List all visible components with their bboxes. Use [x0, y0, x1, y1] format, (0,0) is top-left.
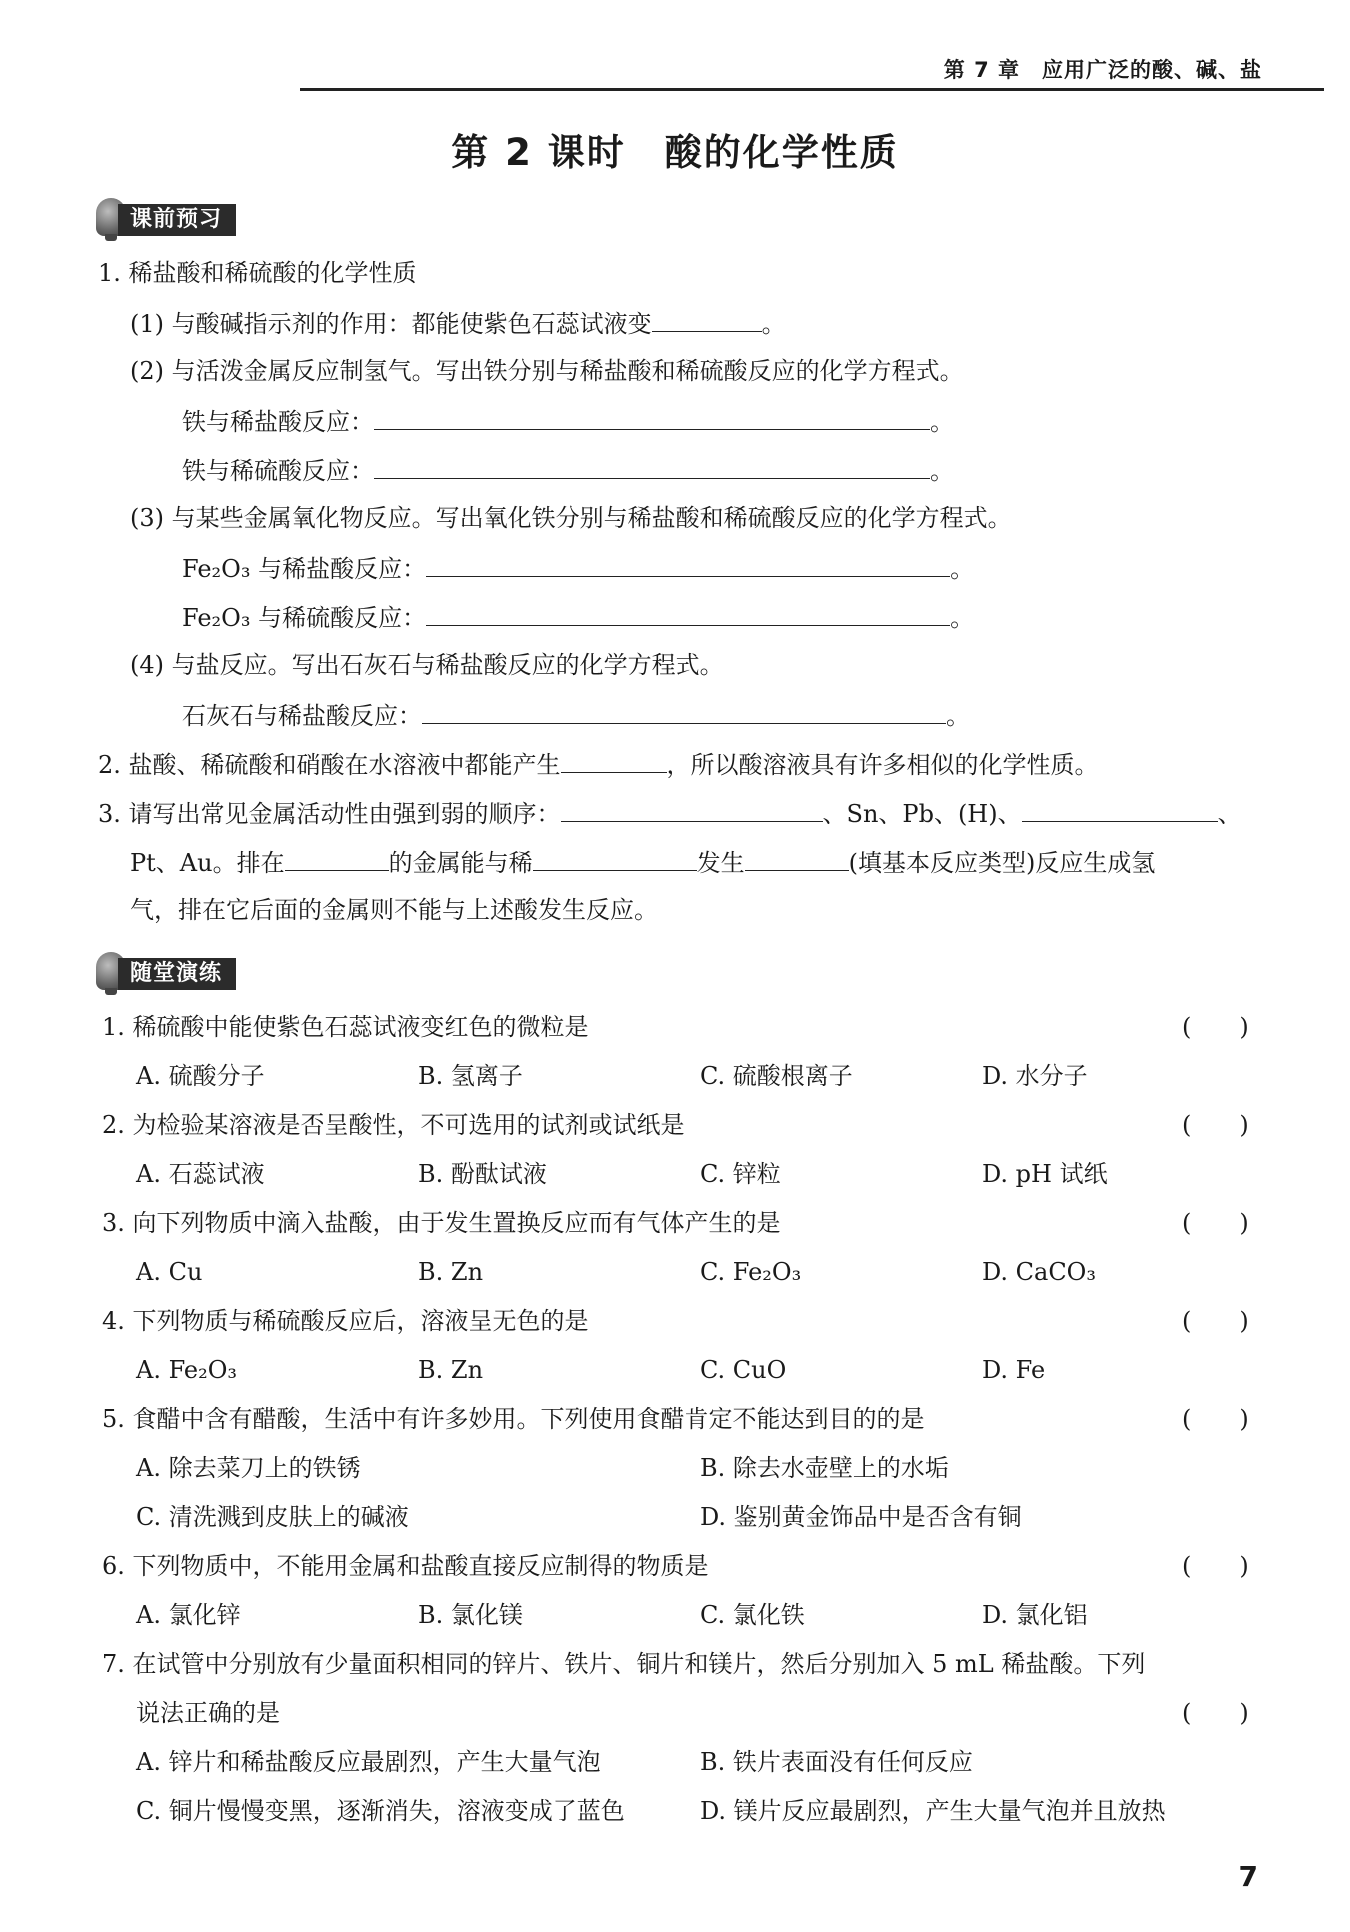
option-a[interactable]: A. 石蕊试液 — [136, 1160, 265, 1188]
running-header — [300, 52, 1324, 91]
option-b[interactable]: B. 氯化镁 — [418, 1601, 523, 1629]
answer-blank[interactable] — [533, 846, 697, 871]
question-3-end: 气，排在它后面的金属则不能与上述酸发生反应。 — [130, 896, 658, 924]
practice-question-2: 2. 为检验某溶液是否呈酸性，不可选用的试剂或试纸是 — [102, 1111, 685, 1139]
section-label: 课前预习 — [118, 204, 236, 236]
fe-hcl-line: 铁与稀盐酸反应： 。 — [182, 405, 954, 437]
option-d[interactable]: D. 氯化铝 — [982, 1601, 1088, 1629]
option-c[interactable]: C. 氯化铁 — [700, 1601, 805, 1629]
fe2o3-hcl-line: Fe₂O₃ 与稀盐酸反应： 。 — [182, 552, 974, 584]
answer-blank[interactable] — [374, 405, 930, 430]
option-a[interactable]: A. Cu — [136, 1258, 203, 1286]
fe2o3-h2so4-line: Fe₂O₃ 与稀硫酸反应： 。 — [182, 601, 974, 633]
question-1-3: (3) 与某些金属氧化物反应。写出氧化铁分别与稀盐酸和稀硫酸反应的化学方程式。 — [130, 504, 1012, 532]
practice-question-3: 3. 向下列物质中滴入盐酸，由于发生置换反应而有气体产生的是 — [102, 1209, 781, 1237]
question-1-4: (4) 与盐反应。写出石灰石与稀盐酸反应的化学方程式。 — [130, 651, 724, 679]
question-1-2: (2) 与活泼金属反应制氢气。写出铁分别与稀盐酸和稀硫酸反应的化学方程式。 — [130, 357, 964, 385]
option-d[interactable]: D. 水分子 — [982, 1062, 1088, 1090]
answer-blank[interactable] — [422, 699, 946, 724]
option-a[interactable]: A. 锌片和稀盐酸反应最剧烈，产生大量气泡 — [136, 1748, 601, 1776]
answer-blank[interactable] — [652, 307, 762, 332]
answer-parentheses[interactable]: ( ) — [1182, 1307, 1249, 1335]
option-a[interactable]: A. Fe₂O₃ — [136, 1356, 238, 1384]
option-b[interactable]: B. Zn — [418, 1356, 484, 1384]
practice-question-7: 7. 在试管中分别放有少量面积相同的锌片、铁片、铜片和镁片，然后分别加入 5 mL 稀盐酸。下列 — [102, 1650, 1146, 1678]
answer-parentheses[interactable]: ( ) — [1182, 1013, 1249, 1041]
question-1: 1. 稀盐酸和稀硫酸的化学性质 — [98, 259, 417, 287]
practice-question-4: 4. 下列物质与稀硫酸反应后，溶液呈无色的是 — [102, 1307, 589, 1335]
answer-blank[interactable] — [426, 601, 950, 626]
option-d[interactable]: D. CaCO₃ — [982, 1258, 1096, 1286]
chapter-title: 第 7 章 应用广泛的酸、碱、盐 — [943, 58, 1262, 82]
option-c[interactable]: C. 清洗溅到皮肤上的碱液 — [136, 1503, 409, 1531]
option-c[interactable]: C. CuO — [700, 1356, 787, 1384]
option-a[interactable]: A. 硫酸分子 — [136, 1062, 265, 1090]
option-d[interactable]: D. 鉴别黄金饰品中是否含有铜 — [700, 1503, 1022, 1531]
answer-blank[interactable] — [285, 846, 389, 871]
option-a[interactable]: A. 氯化锌 — [136, 1601, 241, 1629]
option-c[interactable]: C. 锌粒 — [700, 1160, 781, 1188]
option-b[interactable]: B. Zn — [418, 1258, 484, 1286]
practice-question-1: 1. 稀硫酸中能使紫色石蕊试液变红色的微粒是 — [102, 1013, 589, 1041]
answer-parentheses[interactable]: ( ) — [1182, 1209, 1249, 1237]
answer-blank[interactable] — [1022, 797, 1218, 822]
answer-parentheses[interactable]: ( ) — [1182, 1699, 1249, 1727]
practice-question-7-cont: 说法正确的是 — [136, 1699, 280, 1727]
answer-blank[interactable] — [561, 797, 823, 822]
question-1-1: (1) 与酸碱指示剂的作用：都能使紫色石蕊试液变 。 — [130, 307, 786, 339]
answer-blank[interactable] — [426, 552, 950, 577]
question-2: 2. 盐酸、稀硫酸和硝酸在水溶液中都能产生 ，所以酸溶液具有许多相似的化学性质。 — [98, 748, 1099, 780]
option-d[interactable]: D. Fe — [982, 1356, 1046, 1384]
option-b[interactable]: B. 氢离子 — [418, 1062, 523, 1090]
page-number: 7 — [1238, 1860, 1258, 1893]
option-b[interactable]: B. 铁片表面没有任何反应 — [700, 1748, 973, 1776]
practice-question-5: 5. 食醋中含有醋酸，生活中有许多妙用。下列使用食醋肯定不能达到目的的是 — [102, 1405, 925, 1433]
section-label: 随堂演练 — [118, 958, 236, 990]
option-d[interactable]: D. 镁片反应最剧烈，产生大量气泡并且放热 — [700, 1797, 1166, 1825]
answer-blank[interactable] — [374, 454, 930, 479]
answer-blank[interactable] — [745, 846, 849, 871]
answer-parentheses[interactable]: ( ) — [1182, 1111, 1249, 1139]
option-c[interactable]: C. Fe₂O₃ — [700, 1258, 802, 1286]
option-b[interactable]: B. 酚酞试液 — [418, 1160, 547, 1188]
option-c[interactable]: C. 铜片慢慢变黑，逐渐消失，溶液变成了蓝色 — [136, 1797, 625, 1825]
fe-h2so4-line: 铁与稀硫酸反应： 。 — [182, 454, 954, 486]
option-a[interactable]: A. 除去菜刀上的铁锈 — [136, 1454, 361, 1482]
option-b[interactable]: B. 除去水壶壁上的水垢 — [700, 1454, 949, 1482]
option-c[interactable]: C. 硫酸根离子 — [700, 1062, 853, 1090]
answer-blank[interactable] — [561, 748, 667, 773]
caco3-hcl-line: 石灰石与稀盐酸反应： 。 — [182, 699, 970, 731]
option-d[interactable]: D. pH 试纸 — [982, 1160, 1108, 1188]
practice-question-6: 6. 下列物质中，不能用金属和盐酸直接反应制得的物质是 — [102, 1552, 709, 1580]
answer-parentheses[interactable]: ( ) — [1182, 1405, 1249, 1433]
lesson-title: 第 2 课时 酸的化学性质 — [451, 131, 899, 174]
question-3: 3. 请写出常见金属活动性由强到弱的顺序： 、Sn、Pb、(H)、 、 — [98, 797, 1242, 829]
question-3-cont: Pt、Au。排在 的金属能与稀 发生 (填基本反应类型)反应生成氢 — [130, 846, 1155, 878]
answer-parentheses[interactable]: ( ) — [1182, 1552, 1249, 1580]
